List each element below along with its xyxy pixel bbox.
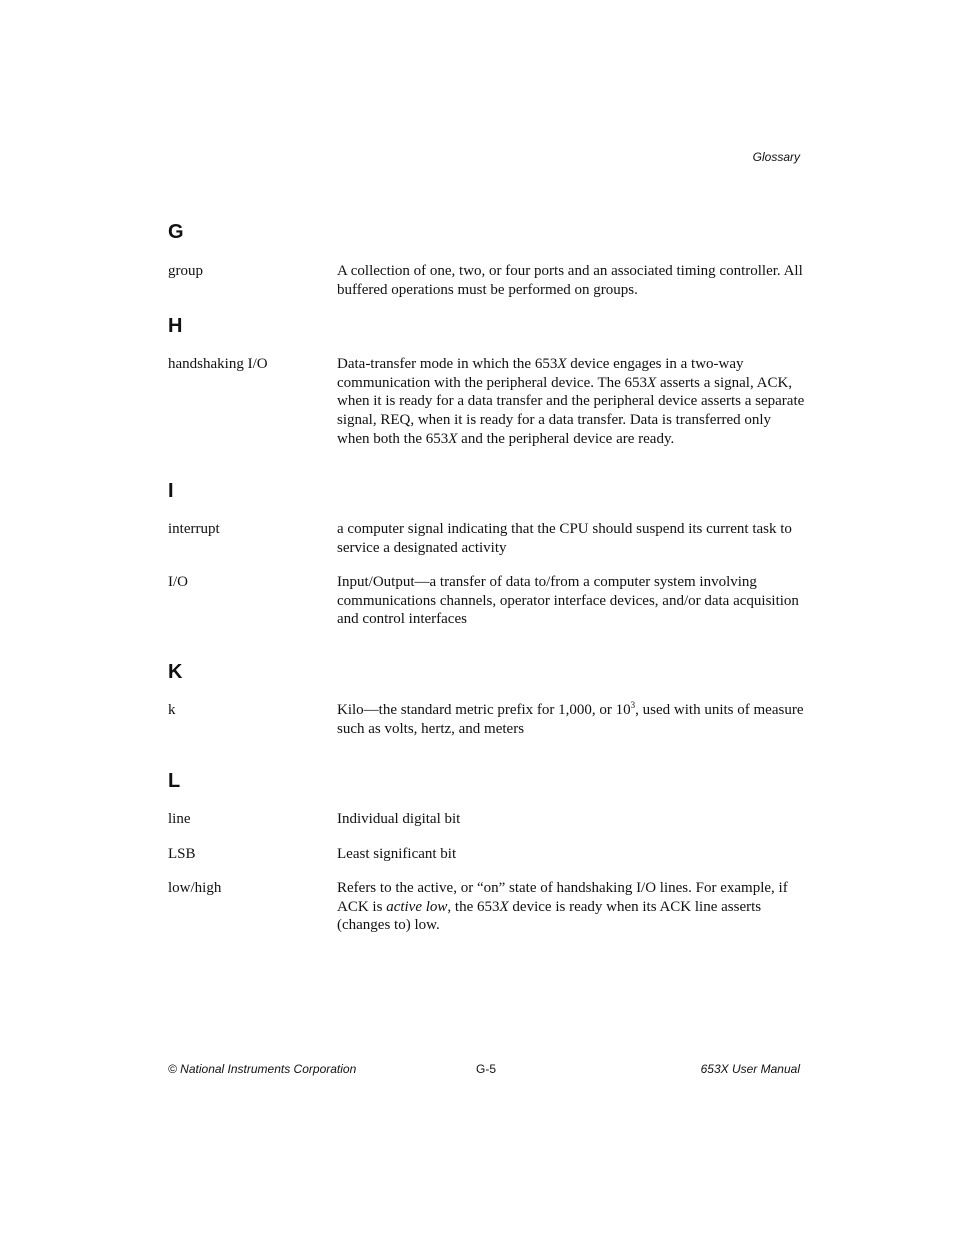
def-part: Data-transfer mode in which the 653	[337, 356, 558, 372]
section-letter-k: K	[168, 661, 183, 683]
italic-x: X	[448, 430, 458, 447]
glossary-definition: A collection of one, two, or four ports and an associated timing controller. All buffered operations must be performed on groups.	[337, 263, 803, 298]
section-letter-l: L	[168, 770, 181, 792]
glossary-definition	[337, 879, 807, 935]
glossary-term: line	[168, 811, 191, 827]
footer-copyright: © National Instruments Corporation	[168, 1062, 357, 1076]
glossary-term: group	[168, 263, 203, 279]
italic-x: X	[647, 374, 657, 391]
def-part: and the peripheral device are ready.	[457, 430, 675, 447]
def-part: device is ready when its ACK line asserts (changes to) low.	[337, 898, 762, 934]
glossary-definition	[337, 701, 807, 738]
superscript: 3	[630, 700, 636, 710]
italic-term: active low	[386, 898, 448, 915]
glossary-term: handshaking I/O	[168, 356, 268, 372]
italic-x: X	[499, 898, 509, 915]
def-part: device engages in a two-way communication with the peripheral device. The 653	[337, 356, 744, 391]
glossary-term: I/O	[168, 574, 188, 590]
glossary-definition: Individual digital bit	[337, 811, 461, 827]
glossary-term: interrupt	[168, 521, 220, 537]
def-part: Kilo—the standard metric prefix for 1,000, or 10	[337, 702, 631, 718]
page-number: G-5	[476, 1062, 497, 1076]
def-part: , the 653	[447, 898, 500, 915]
section-letter-i: I	[168, 480, 174, 502]
def-part: Refers to the active, or “on” state of handshaking I/O lines. For example, if ACK is	[337, 880, 788, 915]
glossary-definition: Input/Output—a transfer of data to/from a computer system involving communications channels, operator interface devices, and/or data acquisition and control interfaces	[337, 574, 799, 628]
def-part: asserts a signal, ACK, when it is ready for a data transfer and the peripheral device asserts a separate signal, REQ, when it is ready for a data transfer. Data is transferred only when both the 653	[337, 374, 805, 447]
glossary-definition: a computer signal indicating that the CPU should suspend its current task to service a designated activity	[337, 521, 792, 556]
def-part: , used with units of measure such as volts, hertz, and meters	[337, 702, 804, 737]
section-letter-h: H	[168, 315, 183, 337]
glossary-definition	[337, 355, 807, 449]
italic-x: X	[557, 356, 567, 372]
section-letter-g: G	[168, 221, 184, 243]
running-head: Glossary	[752, 150, 800, 164]
footer-manual-title: 653X User Manual	[700, 1062, 800, 1076]
glossary-definition: Least significant bit	[337, 846, 457, 862]
glossary-term: LSB	[168, 846, 196, 862]
glossary-term: k	[168, 702, 176, 718]
glossary-term: low/high	[168, 880, 222, 896]
